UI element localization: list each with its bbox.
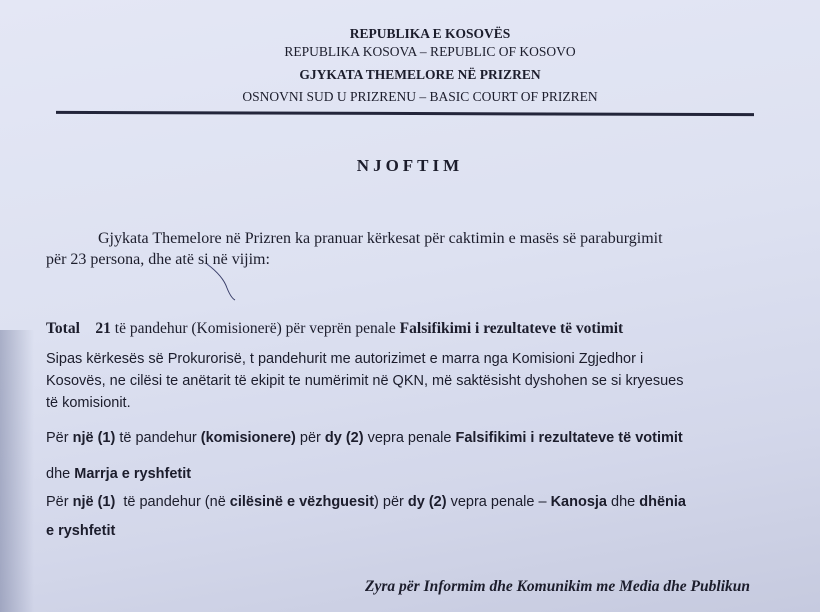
item2-offense-2a: dhënia	[639, 494, 686, 510]
details-line-3: të komisionit.	[46, 395, 131, 411]
total-count: 21	[95, 320, 111, 337]
item2-text-1: Për	[46, 494, 69, 510]
item1-role: (komisionere)	[200, 430, 296, 446]
item1-offense-2: Marrja e ryshfetit	[74, 466, 192, 482]
page-shadow	[0, 330, 34, 612]
item1-text-5: dhe	[46, 466, 71, 482]
total-line	[46, 320, 623, 338]
intro-line-1: Gjykata Themelore në Prizren ka pranuar kërkesat për caktimin e masës së paraburgimit	[98, 230, 663, 247]
total-label: Total	[46, 320, 80, 337]
item1-count: një (1)	[72, 430, 116, 446]
header-court-albanian: GJYKATA THEMELORE NË PRIZREN	[299, 67, 541, 82]
item2-offense-count: dy (2)	[407, 494, 447, 510]
item1-offense-1: Falsifikimi i rezultateve të votimit	[455, 430, 683, 446]
item2-line-2	[46, 523, 115, 539]
footer-office: Zyra për Informim dhe Komunikim me Media dhe Publikun	[365, 578, 750, 595]
item2-text-3: ) për	[374, 494, 404, 510]
header-divider	[56, 111, 754, 116]
item2-offense-1: Kanosja	[550, 494, 607, 510]
header-republic-multilingual: REPUBLIKA KOSOVA – REPUBLIC OF KOSOVO	[284, 44, 576, 59]
item1-line-2	[46, 466, 191, 482]
item1-text-1: Për	[46, 430, 69, 446]
item2-offense-2b: e ryshfetit	[46, 523, 116, 539]
details-line-2: Kosovës, ne cilësi te anëtarit të ekipit te numërimit në QKN, më saktësisht dyshohen se si kryesues	[46, 373, 684, 389]
document-title: NJOFTIM	[356, 156, 464, 175]
item2-text-5: dhe	[611, 494, 636, 510]
item1-text-4: vepra penale	[367, 430, 452, 446]
item1-text-3: për	[299, 430, 321, 446]
item2-line-1	[46, 494, 686, 510]
pen-stroke-mark	[205, 262, 245, 302]
header-republic-albanian: REPUBLIKA E KOSOVËS	[349, 26, 511, 41]
item2-count: një (1)	[72, 494, 116, 510]
total-text: të pandehur (Komisionerë) për veprën penale	[114, 320, 396, 337]
total-offense: Falsifikimi i rezultateve të votimit	[399, 320, 624, 337]
item1-offense-count: dy (2)	[324, 430, 364, 446]
item1-line-1	[46, 430, 683, 446]
item1-text-2: të pandehur	[119, 430, 197, 446]
intro-line-2: për 23 persona, dhe atë si në vijim:	[46, 251, 270, 268]
item2-text-2: të pandehur (në	[123, 494, 226, 510]
item2-text-4: vepra penale –	[450, 494, 547, 510]
item2-role: cilësinë e vëzhguesit	[229, 494, 375, 510]
header-court-multilingual: OSNOVNI SUD U PRIZRENU – BASIC COURT OF PRIZREN	[242, 89, 598, 104]
details-line-1: Sipas kërkesës së Prokurorisë, t pandehurit me autorizimet e marra nga Komisioni Zgjedhor i	[46, 351, 644, 367]
